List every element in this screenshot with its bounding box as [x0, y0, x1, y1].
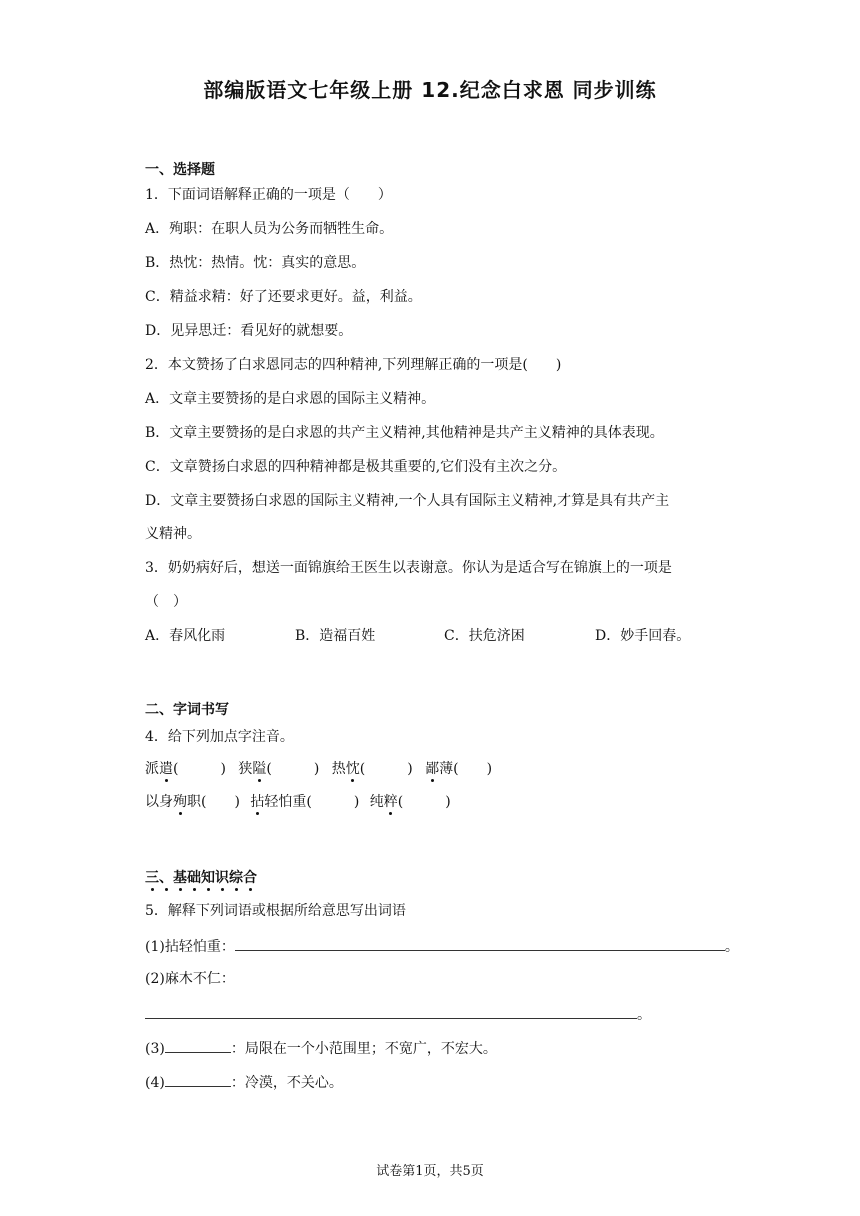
question-2-option-b: B．文章主要赞扬的是白求恩的共产主义精神,其他精神是共产主义精神的具体表现。 [145, 425, 664, 441]
pinyin-row-2 [145, 793, 451, 811]
answer-blank[interactable]: 职( ) [187, 794, 240, 810]
answer-blank[interactable]: ( ) [359, 761, 413, 777]
item-end: 。 [724, 939, 739, 955]
question-2-option-d-cont: 义精神。 [145, 526, 201, 542]
question-1-option-b: B．热忱：热情。忱：真实的意思。 [145, 255, 366, 271]
question-2-option-a: A．文章主要赞扬的是白求恩的国际主义精神。 [145, 391, 436, 407]
question-2-stem: 2．本文赞扬了白求恩同志的四种精神,下列理解正确的一项是( ) [145, 357, 562, 373]
question-4-stem: 4．给下列加点字注音。 [145, 729, 294, 745]
page-footer: 试卷第1页，共5页 [376, 1164, 484, 1179]
dotted-character: 忱 [345, 761, 360, 777]
page-title: 部编版语文七年级上册 12.纪念白求恩 同步训练 [203, 78, 657, 102]
word-part: 派 [145, 761, 159, 777]
dotted-heading-char: 识 [215, 870, 229, 886]
question-5-item-4 [145, 1072, 343, 1092]
item-definition: ：局限在一个小范围里；不宽广，不宏大。 [230, 1041, 497, 1057]
section-label: 字词书写 [173, 702, 229, 718]
dotted-heading-char: 知 [201, 870, 215, 886]
dotted-character: 拈 [250, 794, 265, 810]
question-5-item-3 [145, 1038, 497, 1058]
word-part: 热 [331, 761, 346, 777]
question-3-paren: （ ） [145, 594, 187, 610]
dotted-heading-char: 、 [159, 870, 173, 886]
question-3-option-d: D．妙手回春。 [595, 628, 691, 644]
answer-blank[interactable]: 薄( ) [439, 761, 493, 777]
item-label: (4) [145, 1075, 165, 1091]
dotted-heading-char: 基 [173, 870, 187, 886]
item-end: 。 [637, 1007, 651, 1023]
dotted-character: 鄙 [425, 761, 440, 777]
word-part: 以身 [145, 794, 173, 810]
answer-blank[interactable]: ( ) [397, 794, 451, 810]
dotted-character: 隘 [252, 761, 267, 777]
dotted-character: 殉 [173, 794, 187, 810]
answer-blank[interactable]: ( ) [173, 761, 226, 777]
pinyin-row-1 [145, 760, 492, 778]
dotted-heading-char: 综 [229, 870, 243, 886]
pinyin-item [145, 760, 226, 778]
question-3-stem: 3．奶奶病好后，想送一面锦旗给王医生以表谢意。你认为是适合写在锦旗上的一项是 [145, 560, 672, 576]
pinyin-item [370, 793, 451, 811]
question-1-option-c: C．精益求精：好了还要求更好。益，利益。 [145, 289, 422, 305]
answer-line[interactable] [145, 1004, 637, 1019]
dotted-character: 粹 [383, 794, 398, 810]
question-2-option-c: C．文章赞扬白求恩的四种精神都是极其重要的,它们没有主次之分。 [145, 459, 567, 475]
question-5-item-2-answer [145, 1004, 651, 1024]
section-heading-choice: 一、选择题 [145, 162, 215, 178]
answer-blank[interactable]: ( ) [266, 761, 320, 777]
section-heading-writing [145, 699, 229, 719]
word-part: 纯 [369, 794, 384, 810]
item-definition: ：冷漠，不关心。 [230, 1075, 343, 1091]
dotted-character: 遣 [159, 761, 173, 777]
question-1-option-a: A．殉职：在职人员为公务而牺牲生命。 [145, 221, 394, 237]
question-3-option-c: C．扶危济困 [444, 628, 525, 644]
question-1-stem: 1．下面词语解释正确的一项是（ ） [145, 187, 392, 203]
pinyin-item [238, 760, 319, 778]
answer-line[interactable] [165, 1072, 231, 1087]
pinyin-item [332, 760, 413, 778]
pinyin-item [425, 760, 492, 778]
pinyin-item [250, 793, 359, 811]
dotted-heading-char: 础 [187, 870, 201, 886]
dotted-heading-char: 合 [243, 870, 257, 886]
question-5-stem: 5．解释下列词语或根据所给意思写出词语 [145, 903, 406, 919]
question-5-item-2: (2)麻木不仁： [145, 971, 235, 987]
item-label: (3) [145, 1041, 165, 1057]
question-5-item-1 [145, 936, 739, 956]
answer-blank[interactable]: 轻怕重( ) [264, 794, 360, 810]
question-3-option-b: B．造福百姓 [295, 628, 376, 644]
pinyin-item [145, 793, 240, 811]
question-1-option-d: D．见异思迁：看见好的就想要。 [145, 323, 353, 339]
question-3-option-a: A．春风化雨 [145, 628, 226, 644]
dotted-heading-text [145, 870, 257, 886]
item-label: (1)拈轻怕重： [145, 939, 235, 955]
question-2-option-d: D．文章主要赞扬白求恩的国际主义精神,一个人具有国际主义精神,才算是具有共产主 [145, 493, 670, 509]
answer-line[interactable] [235, 936, 725, 951]
word-part: 狭 [238, 761, 253, 777]
section-heading-basics [145, 867, 257, 887]
answer-line[interactable] [165, 1038, 231, 1053]
dotted-heading-char: 三 [145, 870, 159, 886]
section-number: 二、 [145, 702, 173, 718]
